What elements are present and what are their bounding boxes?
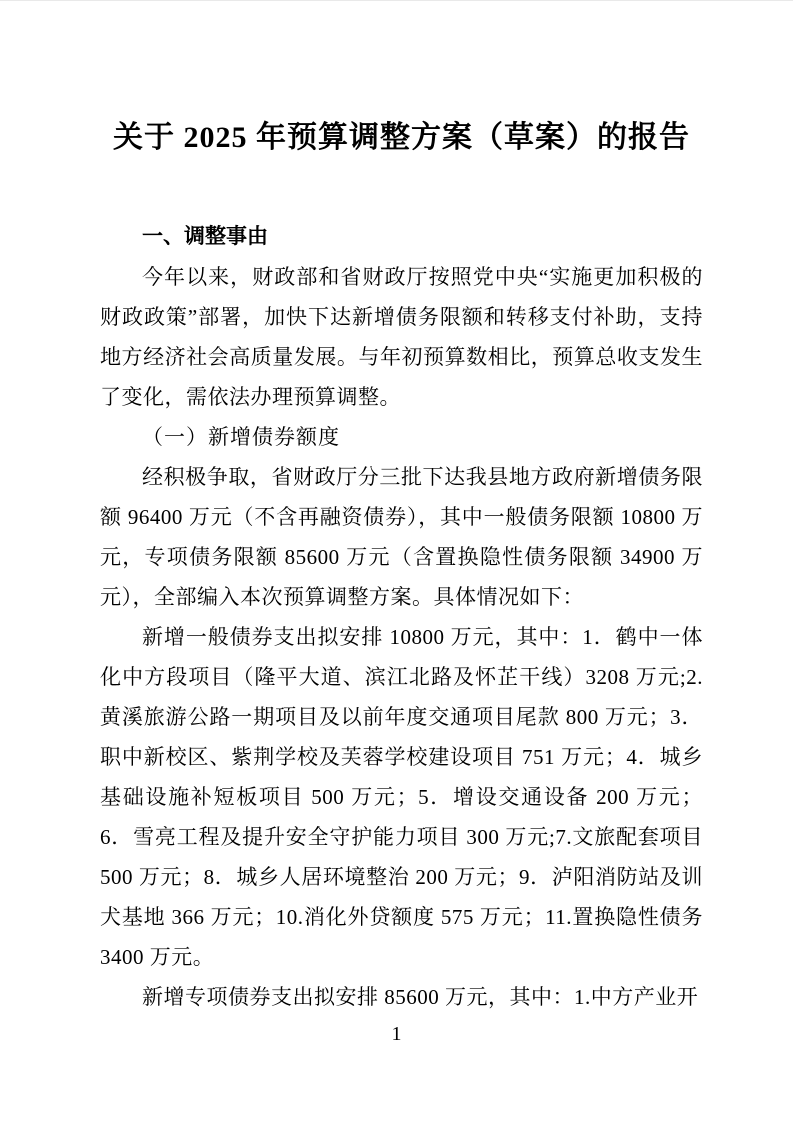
paragraph-debt-limit-overview: 经积极争取，省财政厅分三批下达我县地方政府新增债务限额 96400 万元（不含再融资债券），其中一般债务限额 10800 万元，专项债务限额 85600 万元（含置换隐性债务限额 34900 万元），全部编入本次预算调整方案。具体情况如下： [100,465,703,609]
document-body [100,217,703,1017]
document-title: 关于 2025 年预算调整方案（草案）的报告 [113,121,690,154]
section-heading-adjustment-reason: 一、调整事由 [142,225,268,248]
sub-heading-new-bond-quota: （一）新增债券额度 [142,425,340,449]
paragraph-general-bond-spending: 新增一般债券支出拟安排 10800 万元，其中：1．鹤中一体化中方段项目（隆平大道、滨江北路及怀芷干线）3208 万元;2.黄溪旅游公路一期项目及以前年度交通项目尾款 800 万元；3．职中新校区、紫荆学校及芙蓉学校建设项目 751 万元；4．城乡基础设施补短板项目 500 万元；5．增设交通设备 200 万元；6．雪亮工程及提升安全守护能力项目 300 万元;7.文旅配套项目 500 万元；8．城乡人居环境整治 200 万元；9．泸阳消防站及训犬基地 366 万元；10.消化外贷额度 575 万元；11.置换隐性债务 3400 万元。 [100,625,703,969]
page-number: 1 [391,1023,402,1045]
paragraph-special-bond-spending: 新增专项债券支出拟安排 85600 万元，其中：1.中方产业开 [142,985,699,1009]
paragraph-policy-background: 今年以来，财政部和省财政厅按照党中央“实施更加积极的财政政策”部署，加快下达新增债务限额和转移支付补助，支持地方经济社会高质量发展。与年初预算数相比，预算总收支发生了变化，需依法办理预算调整。 [100,265,703,409]
